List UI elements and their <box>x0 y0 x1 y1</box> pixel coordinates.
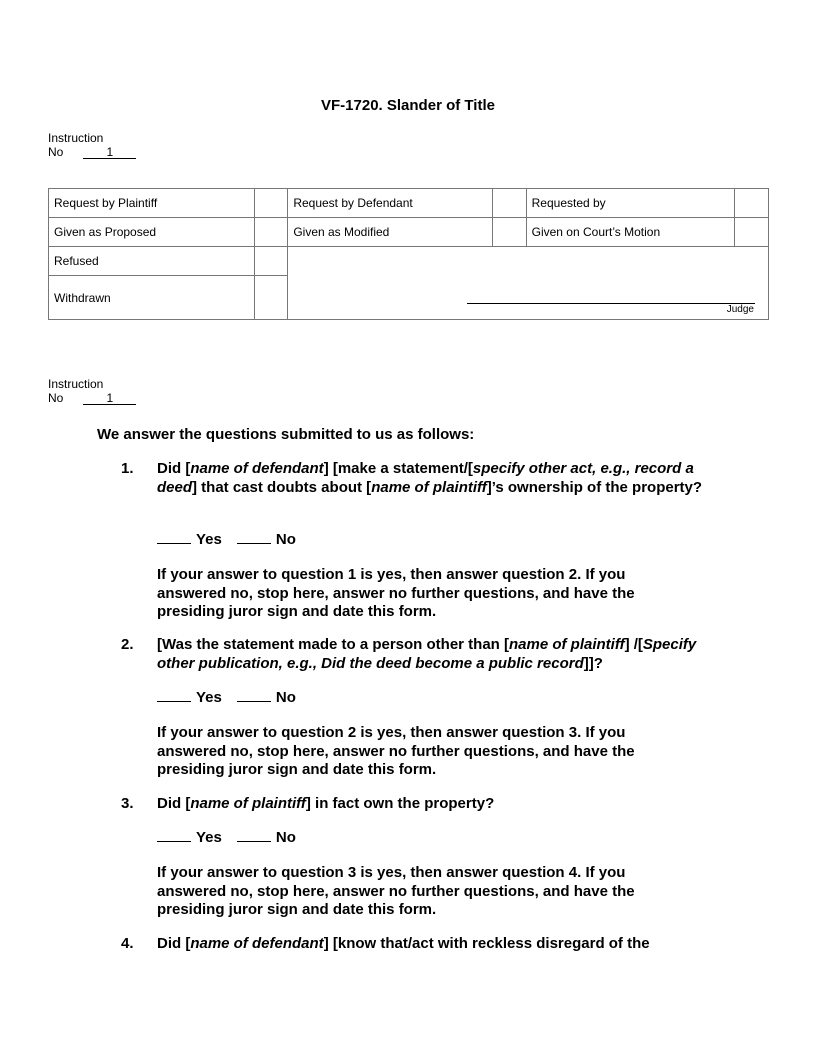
question-text: [Was the statement made to a person other than [name of plaintiff] /[Specify other publication, e.g., Did the deed become a public record]]? <box>157 636 697 672</box>
judge-signature-line[interactable] <box>467 303 755 304</box>
checkbox-refused[interactable] <box>254 247 288 276</box>
yes-blank[interactable] <box>157 689 191 702</box>
yes-blank[interactable] <box>157 829 191 842</box>
yes-blank[interactable] <box>157 531 191 544</box>
cell-request-defendant: Request by Defendant <box>288 189 493 218</box>
no-label: No <box>48 391 64 405</box>
follow-instruction: If your answer to question 3 is yes, then answer question 4. If you answered no, stop here, answer no further questions, and have the presiding juror sign and date this form. <box>157 864 635 918</box>
instruction-label: Instruction <box>48 377 104 391</box>
follow-instruction: If your answer to question 1 is yes, then answer question 2. If you answered no, stop here, answer no further questions, and have the presiding juror sign and date this form. <box>157 566 635 620</box>
instruction-label: Instruction <box>48 131 104 145</box>
instruction-number[interactable]: 1 <box>83 146 136 159</box>
question-number: 4. <box>121 935 134 952</box>
question-number: 1. <box>121 460 134 477</box>
judge-signature-area <box>288 247 769 320</box>
instruction-number-block-2 <box>48 377 136 405</box>
no-label: No <box>48 145 64 159</box>
request-table <box>48 188 769 320</box>
yes-label: Yes <box>196 689 222 706</box>
question-number: 2. <box>121 636 134 653</box>
yes-label: Yes <box>196 829 222 846</box>
no-blank[interactable] <box>237 531 271 544</box>
checkbox-given-as-proposed[interactable] <box>254 218 288 247</box>
cell-requested-by: Requested by <box>526 189 735 218</box>
intro-text: We answer the questions submitted to us as follows: <box>97 426 475 443</box>
judge-label: Judge <box>726 304 754 315</box>
question-text: Did [name of plaintiff] in fact own the property? <box>157 795 495 812</box>
checkbox-given-on-courts-motion[interactable] <box>735 218 769 247</box>
question-text: Did [name of defendant] [make a statement/[specify other act, e.g., record a deed] that cast doubts about [name of plaintiff]’s ownership of the property? <box>157 460 703 496</box>
checkbox-request-defendant[interactable] <box>492 189 526 218</box>
yes-no-answer <box>157 829 737 848</box>
cell-withdrawn: Withdrawn <box>49 276 255 320</box>
question-number: 3. <box>121 795 134 812</box>
no-blank[interactable] <box>237 689 271 702</box>
cell-given-as-proposed: Given as Proposed <box>49 218 255 247</box>
page-title: VF-1720. Slander of Title <box>321 97 495 114</box>
cell-given-as-modified: Given as Modified <box>288 218 493 247</box>
cell-refused: Refused <box>49 247 255 276</box>
yes-no-answer <box>157 689 737 708</box>
yes-label: Yes <box>196 531 222 548</box>
checkbox-requested-by[interactable] <box>735 189 769 218</box>
instruction-number-block <box>48 131 136 159</box>
yes-no-answer <box>157 531 737 550</box>
instruction-number[interactable]: 1 <box>83 392 136 405</box>
no-blank[interactable] <box>237 829 271 842</box>
no-label: No <box>275 531 296 548</box>
cell-request-plaintiff: Request by Plaintiff <box>49 189 255 218</box>
follow-instruction: If your answer to question 2 is yes, then answer question 3. If you answered no, stop here, answer no further questions, and have the presiding juror sign and date this form. <box>157 724 635 778</box>
no-label: No <box>275 689 296 706</box>
checkbox-request-plaintiff[interactable] <box>254 189 288 218</box>
no-label: No <box>275 829 296 846</box>
cell-given-on-courts-motion: Given on Court’s Motion <box>526 218 735 247</box>
checkbox-given-as-modified[interactable] <box>492 218 526 247</box>
checkbox-withdrawn[interactable] <box>254 276 288 320</box>
question-text: Did [name of defendant] [know that/act with reckless disregard of the <box>157 935 650 952</box>
